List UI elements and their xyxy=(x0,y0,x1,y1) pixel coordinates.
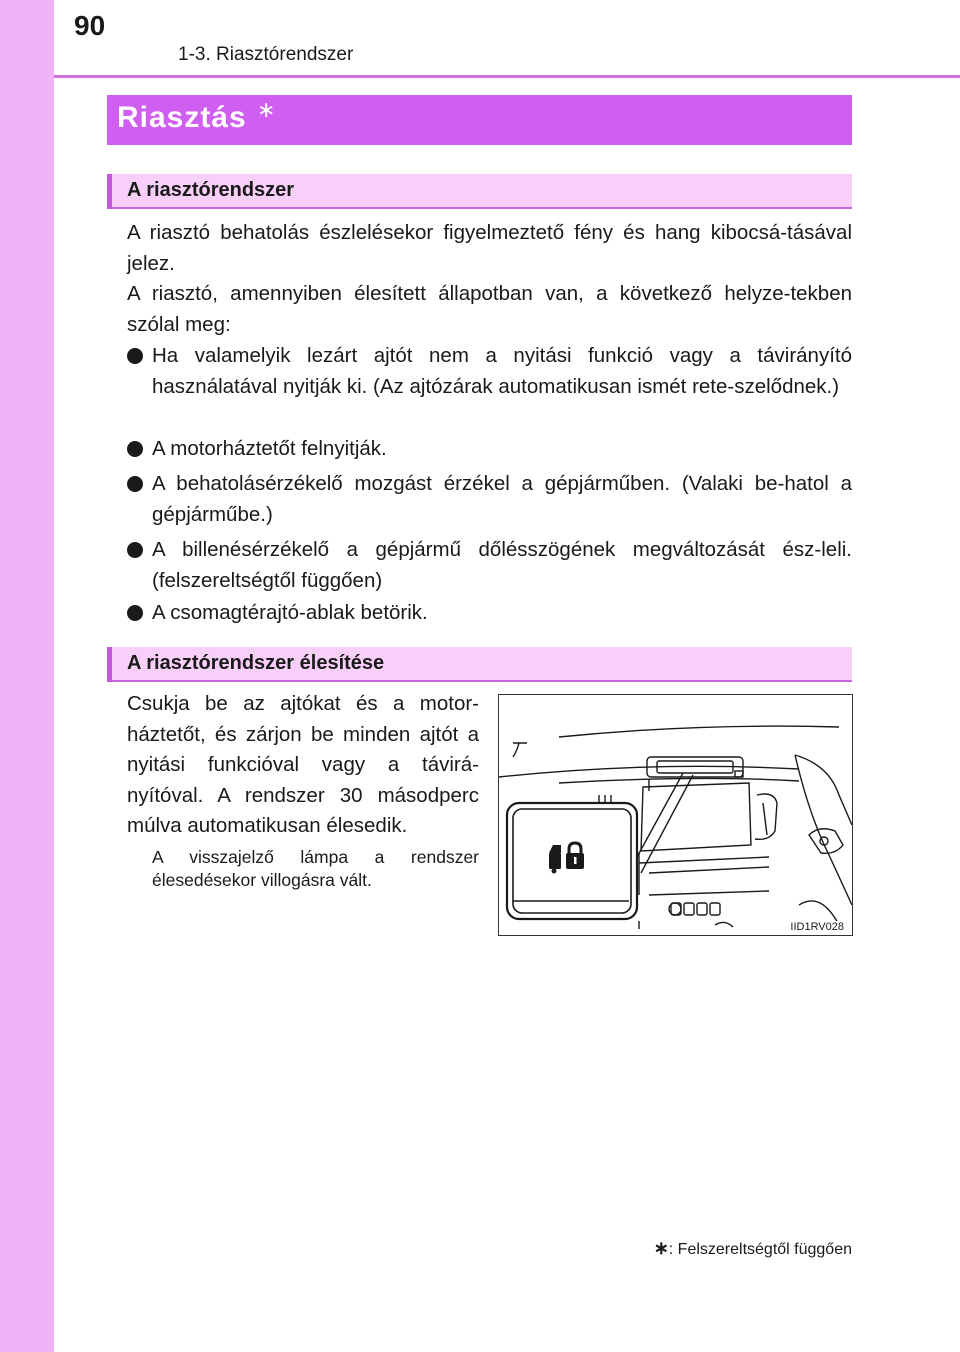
main-title-bar xyxy=(107,95,852,145)
intro-paragraph-2: A riasztó, amennyiben élesített állapotban van, a következő helyze-tekben szólal meg: xyxy=(127,282,852,336)
section-title: A riasztórendszer xyxy=(127,179,295,201)
optional-equipment-marker: ∗ xyxy=(257,97,276,122)
arming-instructions: Csukja be az ajtókat és a motor-háztetőt, és zárjon be minden ajtót a nyitási funkcióval vagy a távirá-nyítóval. A rendszer 30 másodperc múlva automatikusan élesedik. xyxy=(127,692,479,837)
footnote xyxy=(654,1238,852,1259)
section-heading-alarm-system xyxy=(107,174,852,209)
list-item xyxy=(127,535,852,596)
list-item-text: A motorháztetőt felnyitják. xyxy=(152,437,387,460)
dashboard-illustration xyxy=(499,695,852,935)
side-color-strip xyxy=(0,0,54,1352)
indicator-note: A visszajelző lámpa a rendszer élesedésekor villogásra vált. xyxy=(152,847,479,890)
main-title: Riasztás xyxy=(117,101,247,134)
list-item-text: A csomagtérajtó-ablak betörik. xyxy=(152,601,428,624)
page-number: 90 xyxy=(74,10,106,41)
list-item xyxy=(127,341,852,402)
section-title: A riasztórendszer élesítése xyxy=(127,652,385,674)
list-item-text: Ha valamelyik lezárt ajtót nem a nyitási funkció vagy a távirányító használatával nyitják ki. (Az ajtózárak automatikusan ismét rete-szelődnek.) xyxy=(152,344,852,398)
footnote-text: : Felszereltségtől függően xyxy=(668,1241,852,1258)
list-item xyxy=(127,434,852,465)
list-item-text: A behatolásérzékelő mozgást érzékel a gépjárműben. (Valaki be-hatol a gépjárműbe.) xyxy=(152,472,852,526)
bullet-icon xyxy=(127,441,143,457)
section-heading-arming xyxy=(107,647,852,682)
chapter-header: 1-3. Riasztórendszer xyxy=(178,44,354,65)
list-item xyxy=(127,469,852,530)
bullet-icon xyxy=(127,348,143,364)
intro-paragraph-1: A riasztó behatolás észlelésekor figyelmeztető fény és hang kibocsá-tásával jelez. xyxy=(127,221,852,275)
bullet-icon xyxy=(127,542,143,558)
footnote-marker: ∗ xyxy=(653,1238,669,1258)
bullet-icon xyxy=(127,605,143,621)
list-item xyxy=(127,598,852,629)
bullet-icon xyxy=(127,476,143,492)
dashboard-figure xyxy=(498,694,853,936)
figure-code: IID1RV028 xyxy=(790,921,844,933)
list-item-text: A billenésérzékelő a gépjármű dőlésszögének megváltozását ész-leli. (felszereltségtől függően) xyxy=(152,538,852,592)
header-divider xyxy=(54,75,960,78)
